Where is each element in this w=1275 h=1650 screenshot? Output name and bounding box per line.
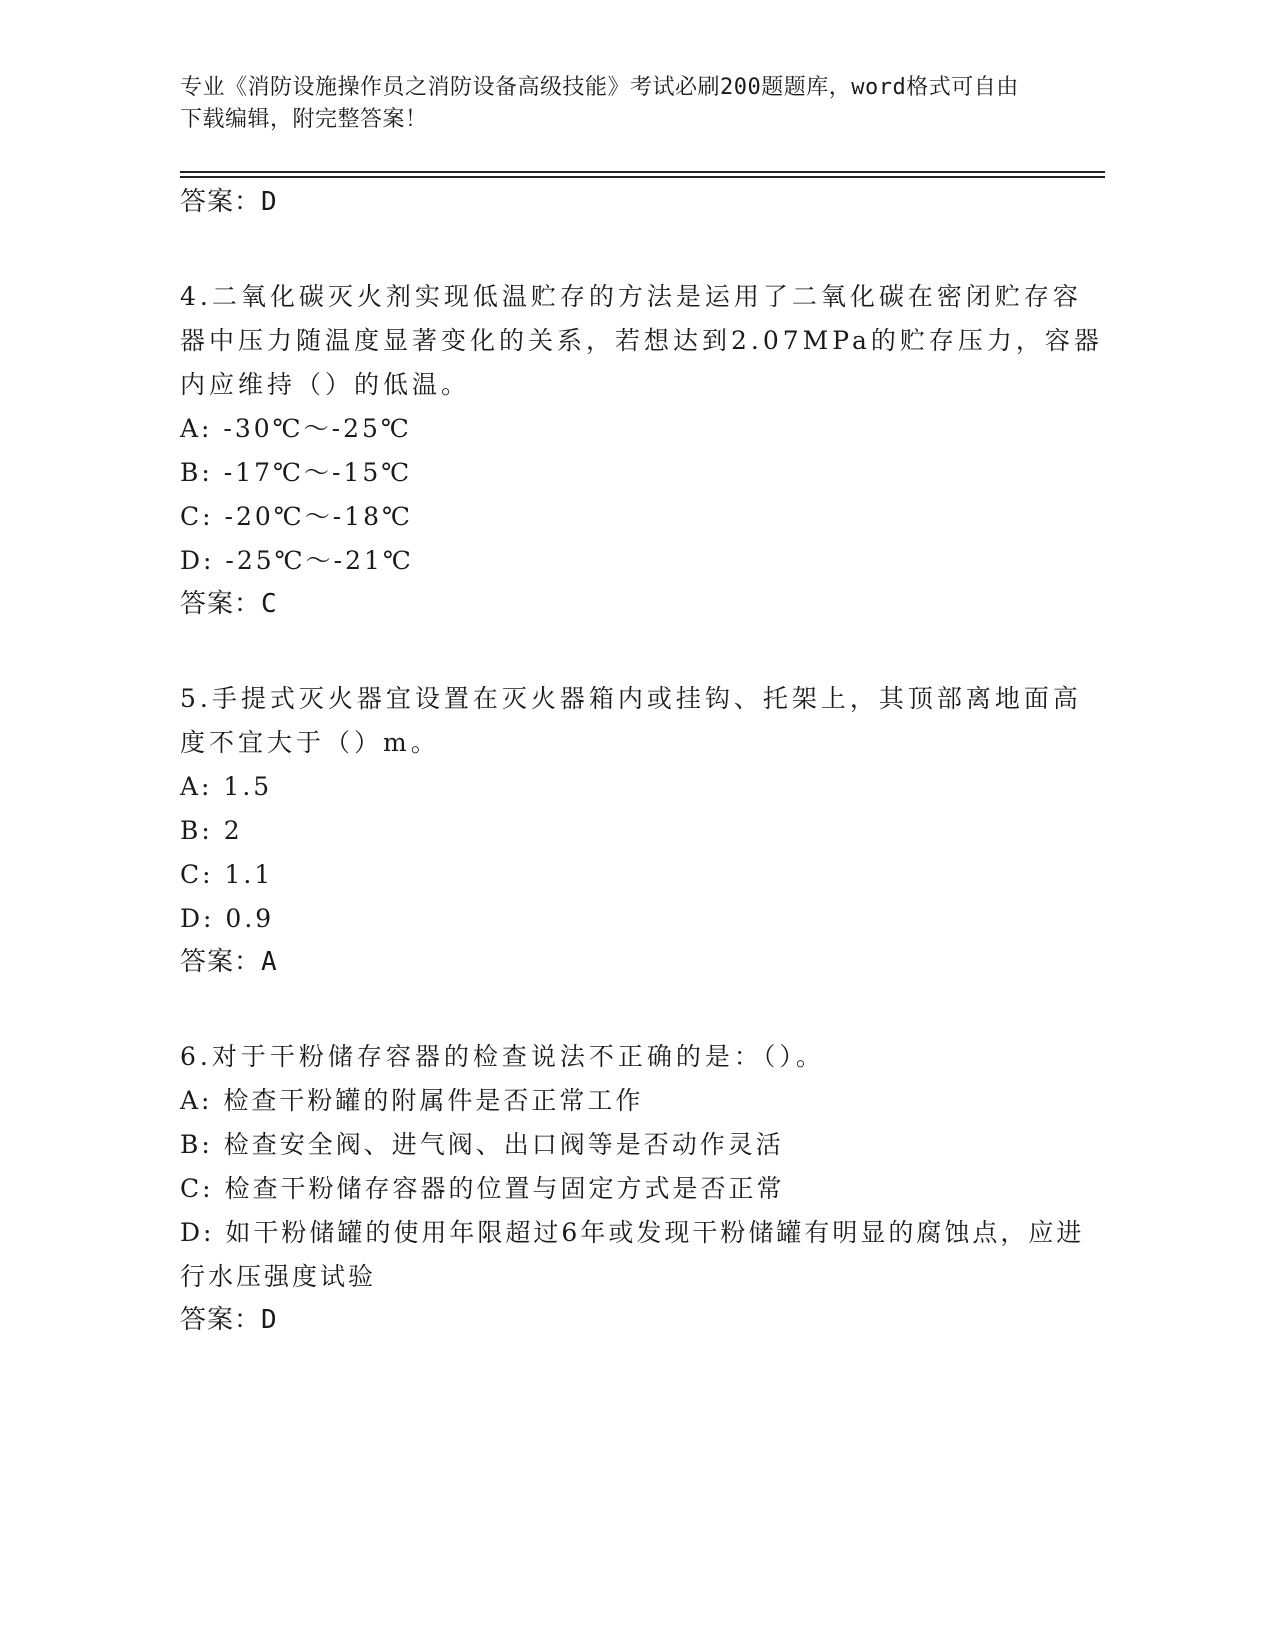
option-d: D: -25℃～-21℃ xyxy=(180,546,414,575)
option-c: C: 1.1 xyxy=(180,860,274,889)
option-d: D: 0.9 xyxy=(180,904,275,933)
answer-label: 答案：A xyxy=(180,947,278,977)
question-6 xyxy=(180,1035,1110,1337)
question-5 xyxy=(180,677,1110,979)
question-stem: 4.二氧化碳灭火剂实现低温贮存的方法是运用了二氧化碳在密闭贮存容器中压力随温度显著变化的关系，若想达到2.07MPa的贮存压力，容器内应维持（）的低温。 xyxy=(180,282,1103,399)
option-c: C: -20℃～-18℃ xyxy=(180,502,413,531)
option-a: A: 1.5 xyxy=(180,772,273,801)
question-stem: 5.手提式灭火器宜设置在灭火器箱内或挂钩、托架上，其顶部离地面高度不宜大于（）m。 xyxy=(180,684,1082,757)
option-a: A: 检查干粉罐的附属件是否正常工作 xyxy=(180,1086,644,1115)
answer-label: 答案：C xyxy=(180,589,278,619)
answer-label: 答案：D xyxy=(180,1305,278,1335)
header-divider-top xyxy=(180,171,1105,173)
previous-answer: 答案：D xyxy=(180,187,278,217)
option-d: D: 如干粉储罐的使用年限超过6年或发现干粉储罐有明显的腐蚀点，应进行水压强度试验 xyxy=(180,1218,1085,1291)
question-list xyxy=(180,185,1110,1337)
option-b: B: 2 xyxy=(180,816,243,845)
header-divider-bottom xyxy=(180,176,1105,178)
header-title: 专业《消防设施操作员之消防设备高级技能》考试必刷200题题库，word格式可自由下载编辑，附完整答案！ xyxy=(180,75,1019,132)
question-4 xyxy=(180,275,1110,621)
option-c: C: 检查干粉储存容器的位置与固定方式是否正常 xyxy=(180,1174,785,1203)
option-a: A: -30℃～-25℃ xyxy=(180,414,412,443)
option-b: B: -17℃～-15℃ xyxy=(180,458,413,487)
option-b: B: 检查安全阀、进气阀、出口阀等是否动作灵活 xyxy=(180,1130,784,1159)
question-stem: 6.对于干粉储存容器的检查说法不正确的是：（）。 xyxy=(180,1042,825,1071)
document-header xyxy=(180,72,1040,136)
